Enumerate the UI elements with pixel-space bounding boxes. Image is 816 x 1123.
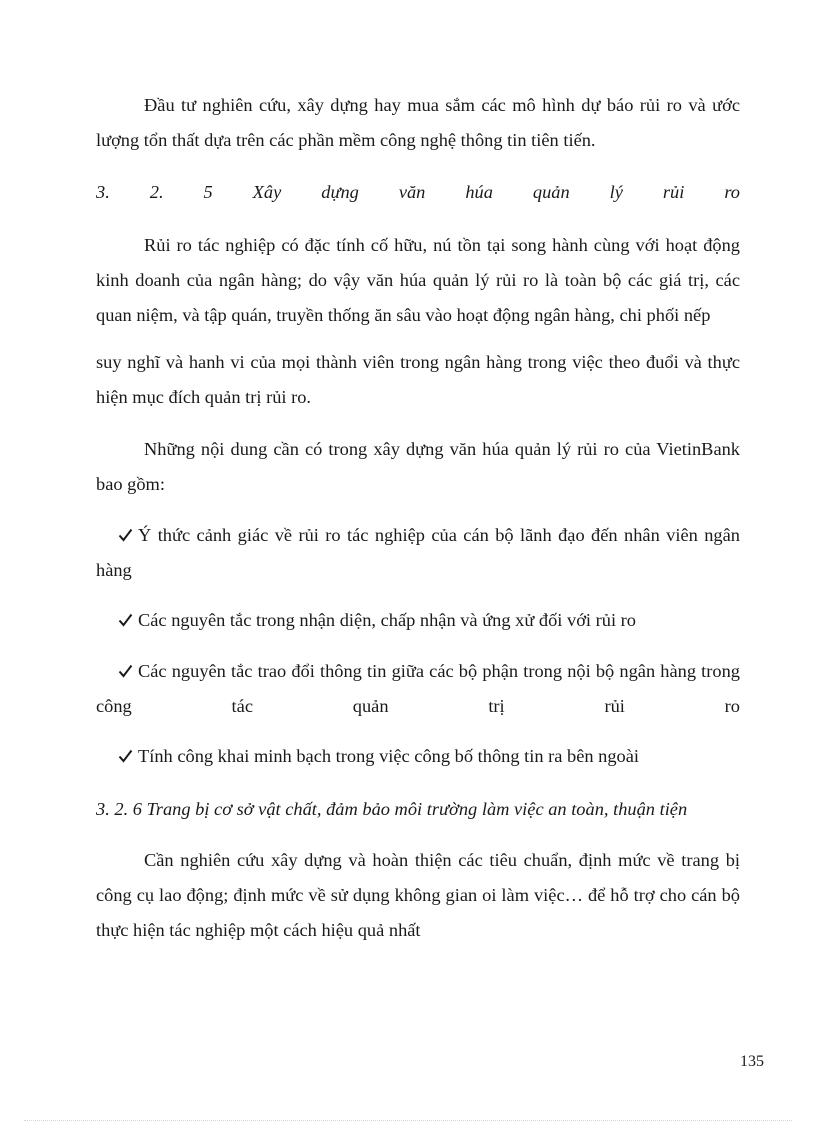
bullet-item (96, 518, 740, 588)
bullet-text: Tính công khai minh bạch trong việc công bố thông tin ra bên ngoài (138, 746, 640, 766)
bullet-text: Các nguyên tắc trao đổi thông tin giữa các bộ phận trong nội bộ ngân hàng trong công tác quản trị rủi ro (96, 661, 740, 716)
paragraph-facilities: Cần nghiên cứu xây dựng và hoàn thiện các tiêu chuẩn, định mức về trang bị công cụ lao động; định mức về sử dụng không gian oi làm việc… để hỗ trợ cho cán bộ thực hiện tác nghiệp một cách hiệu quả nhất (96, 850, 740, 940)
page-number: 135 (740, 1053, 764, 1070)
paragraph-investment: Đầu tư nghiên cứu, xây dựng hay mua sắm các mô hình dự báo rủi ro và ước lượng tổn thất dựa trên các phần mềm công nghệ thông tin tiên tiến. (96, 95, 740, 150)
bullet-item (96, 654, 740, 724)
checkmark-icon (118, 603, 138, 638)
checkmark-icon (118, 518, 138, 553)
checkmark-icon (118, 654, 138, 689)
bullet-text: Các nguyên tắc trong nhận diện, chấp nhận và ứng xử đối với rủi ro (138, 610, 636, 630)
bullet-item (96, 739, 740, 774)
paragraph-content-intro: Những nội dung cần có trong xây dựng văn húa quản lý rủi ro của VietinBank bao gồm: (96, 439, 740, 494)
checkmark-icon (118, 739, 138, 774)
page-divider (24, 1120, 792, 1121)
section-heading-3-2-5: 3. 2. 5 Xây dựng văn húa quản lý rủi ro (96, 182, 740, 202)
section-heading-3-2-6: 3. 2. 6 Trang bị cơ sở vật chất, đảm bảo môi trường làm việc an toàn, thuận tiện (96, 799, 688, 819)
paragraph-risk-culture-2: suy nghĩ và hanh vi của mọi thành viên trong ngân hàng trong việc theo đuổi và thực hiện mục đích quản trị rủi ro. (96, 352, 740, 407)
bullet-text: Ý thức cảnh giác về rủi ro tác nghiệp của cán bộ lãnh đạo đến nhân viên ngân hàng (96, 525, 740, 580)
paragraph-risk-culture-1: Rủi ro tác nghiệp có đặc tính cố hữu, nú tồn tại song hành cùng với hoạt động kinh doanh của ngân hàng; do vậy văn húa quản lý rủi ro là toàn bộ các giá trị, các quan niệm, và tập quán, truyền thống ăn sâu vào hoạt động ngân hàng, chi phối nếp (96, 235, 740, 325)
bullet-item (96, 603, 740, 638)
